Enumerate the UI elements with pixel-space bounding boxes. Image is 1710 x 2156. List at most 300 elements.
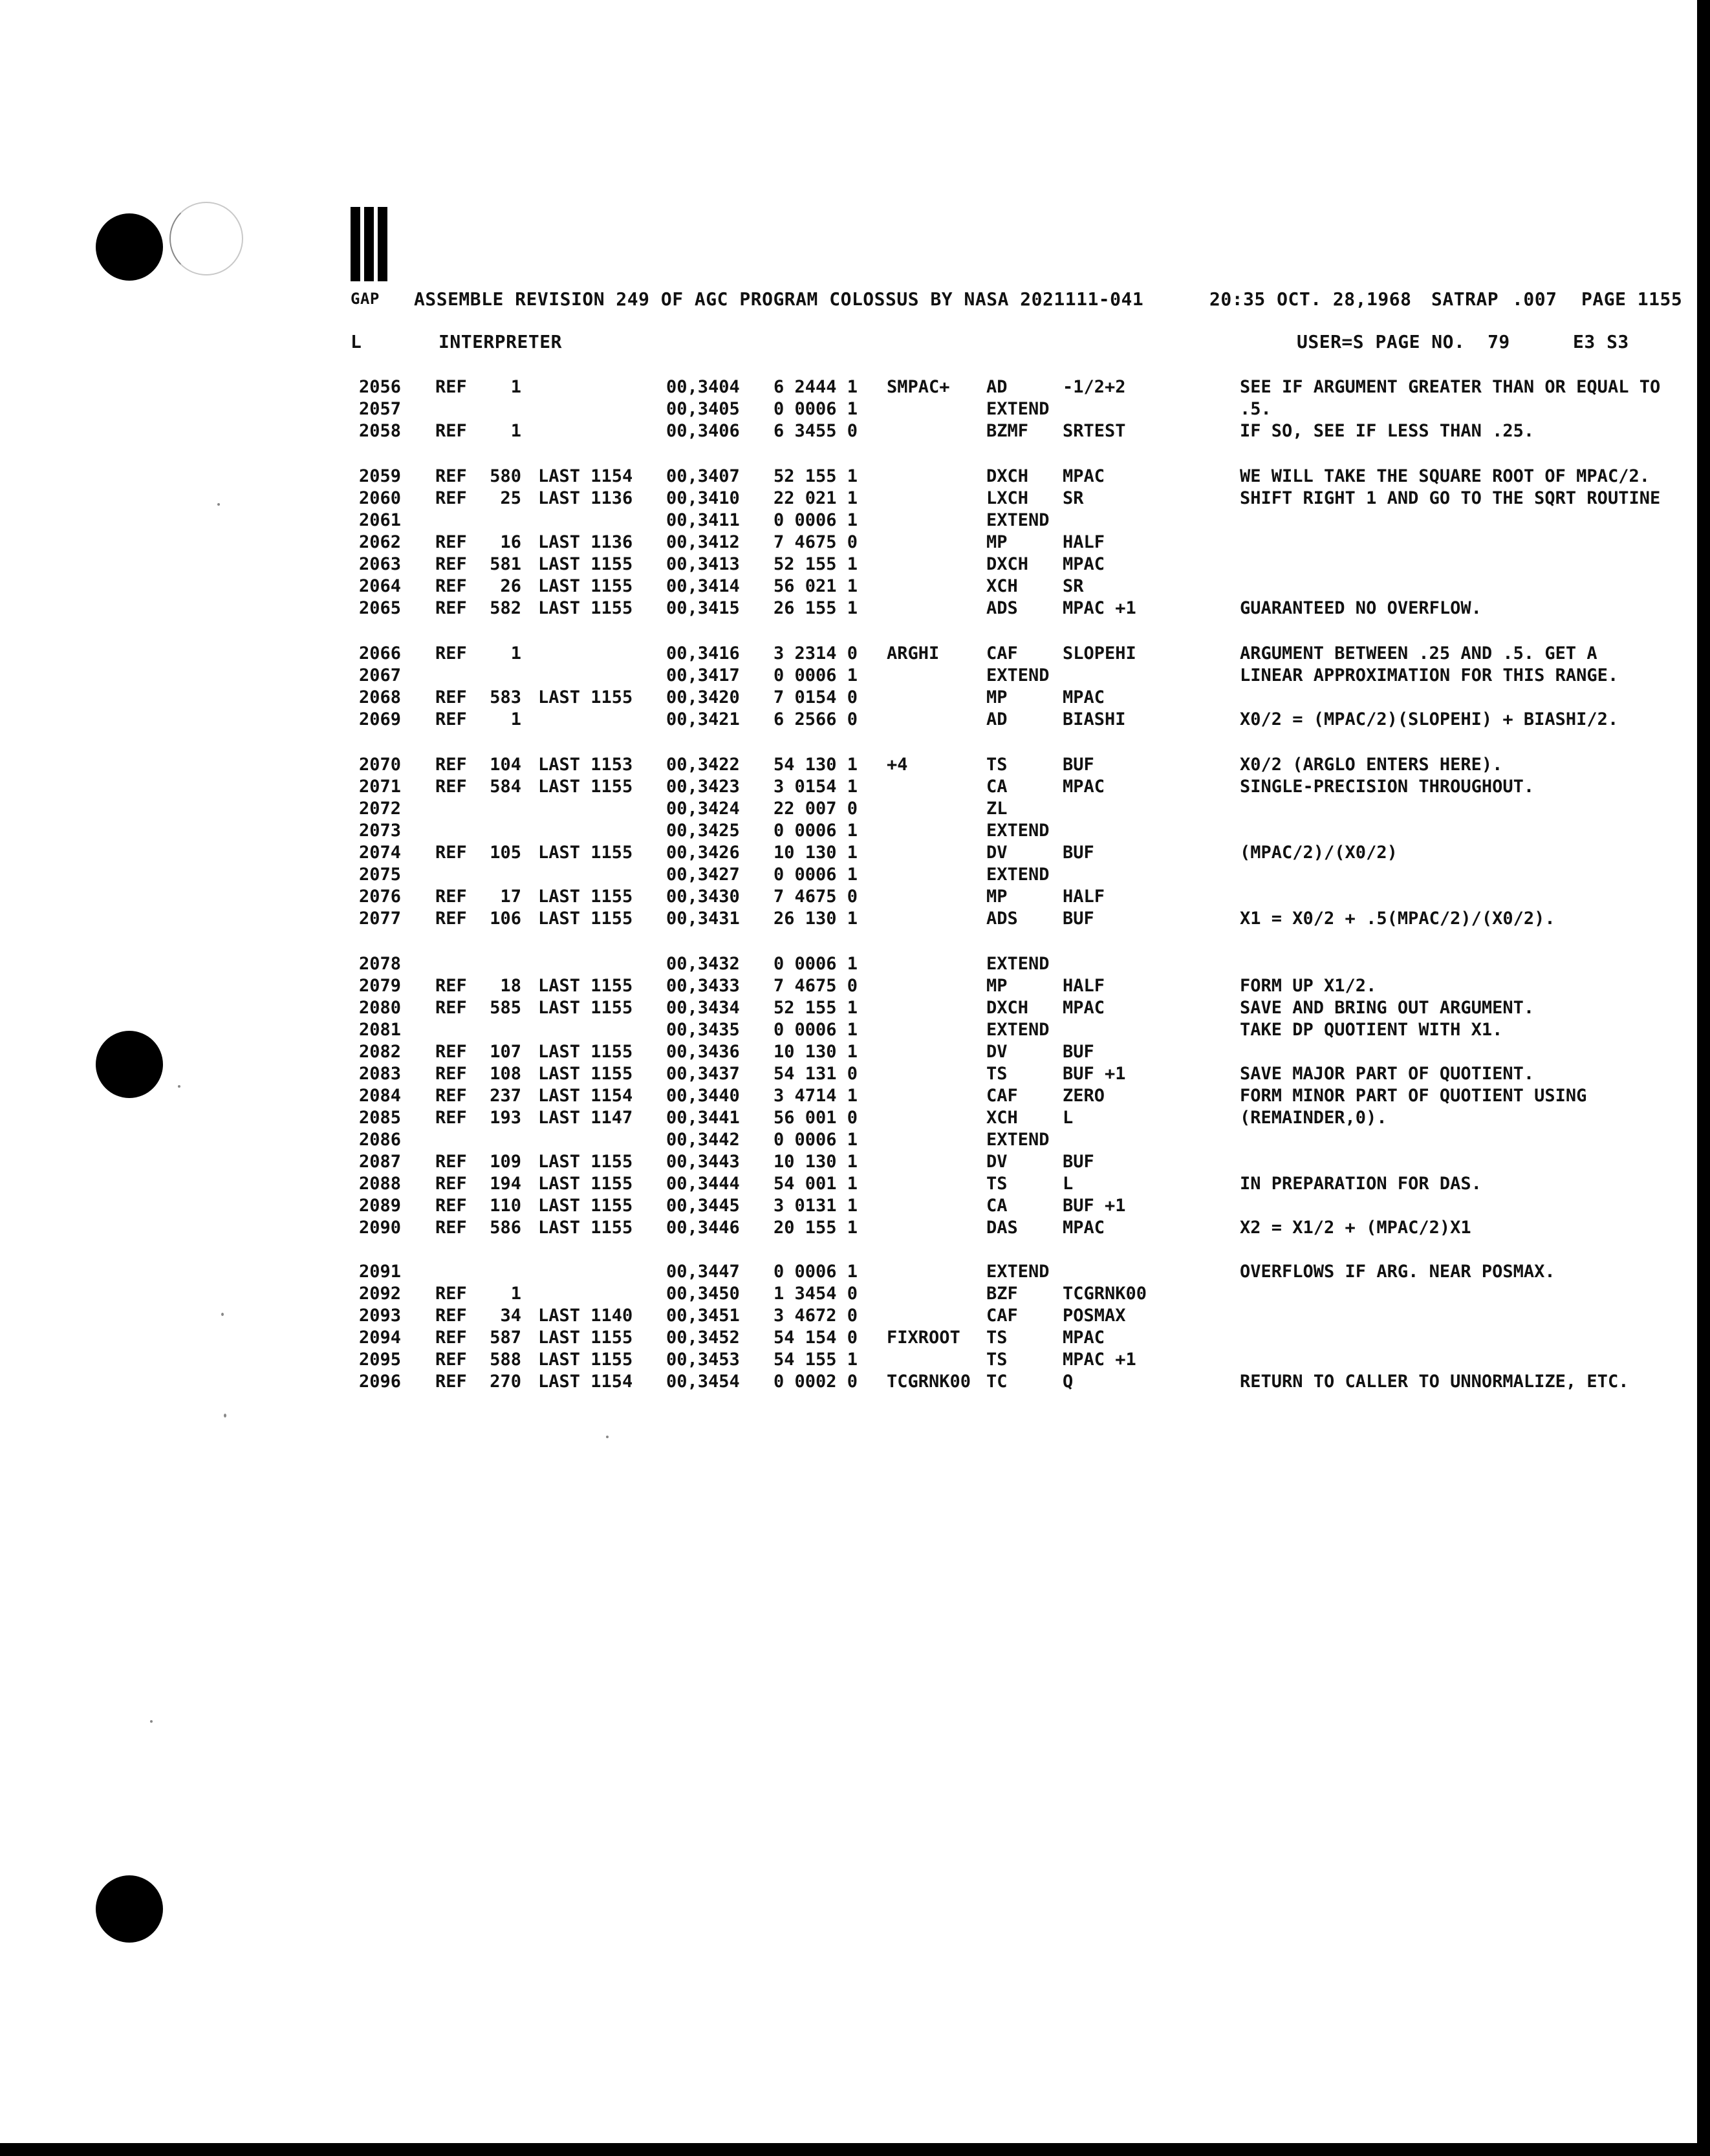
ref-tag: REF — [435, 709, 467, 729]
address: 00,3446 — [666, 1218, 740, 1238]
opcode: CA — [986, 1196, 1008, 1216]
ref-tag: REF — [435, 1350, 467, 1370]
line-number: 2067 — [359, 665, 402, 685]
ref-tag: REF — [435, 1108, 467, 1128]
ref-count: 581 — [490, 554, 521, 574]
address: 00,3427 — [666, 865, 740, 885]
scan-speck — [221, 1313, 224, 1316]
line-number: 2066 — [359, 643, 402, 663]
address: 00,3412 — [666, 532, 740, 552]
table-row — [0, 665, 1710, 687]
opcode: XCH — [986, 576, 1018, 596]
operand: Q — [1063, 1372, 1074, 1392]
ref-tag: REF — [435, 755, 467, 775]
last-ref: LAST 1155 — [538, 687, 633, 707]
table-row — [0, 776, 1710, 798]
last-ref: LAST 1155 — [538, 1174, 633, 1194]
address: 00,3430 — [666, 887, 740, 907]
table-row — [0, 1107, 1710, 1129]
ref-tag: REF — [435, 1284, 467, 1304]
last-ref: LAST 1155 — [538, 598, 633, 618]
ref-count: 1 — [510, 421, 521, 441]
table-row — [0, 576, 1710, 598]
machine-code: 54 001 1 — [774, 1174, 858, 1194]
table-row — [0, 554, 1710, 576]
machine-code: 10 130 1 — [774, 1042, 858, 1062]
machine-code: 3 0154 1 — [774, 777, 858, 797]
address: 00,3426 — [666, 843, 740, 863]
listing-title: ASSEMBLE REVISION 249 OF AGC PROGRAM COLOSSUS BY NASA 2021111-041 — [414, 288, 1144, 310]
opcode: DV — [986, 843, 1008, 863]
address: 00,3447 — [666, 1262, 740, 1282]
comment: SINGLE-PRECISION THROUGHOUT. — [1240, 777, 1535, 797]
address: 00,3434 — [666, 998, 740, 1018]
address: 00,3436 — [666, 1042, 740, 1062]
opcode: DXCH — [986, 554, 1029, 574]
address: 00,3452 — [666, 1328, 740, 1348]
table-row — [0, 1283, 1710, 1305]
scan-speck — [178, 1085, 180, 1088]
machine-code: 26 130 1 — [774, 909, 858, 929]
opcode: MP — [986, 687, 1008, 707]
table-row — [0, 1195, 1710, 1217]
ref-count: 193 — [490, 1108, 521, 1128]
ref-tag: REF — [435, 777, 467, 797]
opcode: TS — [986, 1064, 1008, 1084]
last-ref: LAST 1155 — [538, 1350, 633, 1370]
ref-count: 237 — [490, 1086, 521, 1106]
table-row — [0, 798, 1710, 820]
line-number: 2091 — [359, 1262, 402, 1282]
machine-code: 6 3455 0 — [774, 421, 858, 441]
machine-code: 0 0006 1 — [774, 1020, 858, 1040]
table-row — [0, 488, 1710, 510]
opcode: TC — [986, 1372, 1008, 1392]
table-row — [0, 510, 1710, 532]
ref-count: 26 — [500, 576, 521, 596]
opcode: BZMF — [986, 421, 1029, 441]
opcode: TS — [986, 1328, 1008, 1348]
ref-tag: REF — [435, 1306, 467, 1326]
page-number: PAGE 1155 — [1581, 288, 1683, 310]
ref-tag: REF — [435, 843, 467, 863]
address: 00,3417 — [666, 665, 740, 685]
ref-tag: REF — [435, 532, 467, 552]
code-marker: E3 S3 — [1573, 331, 1629, 352]
machine-code: 0 0002 0 — [774, 1372, 858, 1392]
operand: BUF — [1063, 909, 1094, 929]
opcode: EXTEND — [986, 1262, 1050, 1282]
ref-count: 586 — [490, 1218, 521, 1238]
ref-tag: REF — [435, 976, 467, 996]
line-number: 2087 — [359, 1152, 402, 1172]
machine-code: 0 0006 1 — [774, 665, 858, 685]
address: 00,3423 — [666, 777, 740, 797]
address: 00,3432 — [666, 954, 740, 974]
opcode: DAS — [986, 1218, 1018, 1238]
address: 00,3410 — [666, 488, 740, 508]
operand: MPAC — [1063, 1328, 1105, 1348]
machine-code: 0 0006 1 — [774, 1262, 858, 1282]
comment: OVERFLOWS IF ARG. NEAR POSMAX. — [1240, 1262, 1555, 1282]
line-number: 2074 — [359, 843, 402, 863]
table-row — [0, 1305, 1710, 1327]
operand: SRTEST — [1063, 421, 1126, 441]
line-number: 2085 — [359, 1108, 402, 1128]
comment: X0/2 (ARGLO ENTERS HERE). — [1240, 755, 1503, 775]
comment: WE WILL TAKE THE SQUARE ROOT OF MPAC/2. — [1240, 466, 1650, 486]
ref-count: 105 — [490, 843, 521, 863]
machine-code: 3 4714 1 — [774, 1086, 858, 1106]
ref-tag: REF — [435, 1064, 467, 1084]
operand: -1/2+2 — [1063, 377, 1126, 397]
address: 00,3433 — [666, 976, 740, 996]
ref-tag: REF — [435, 687, 467, 707]
left-marker: L — [351, 331, 362, 352]
line-number: 2071 — [359, 777, 402, 797]
opcode: MP — [986, 976, 1008, 996]
table-row — [0, 376, 1710, 398]
operand: BUF +1 — [1063, 1196, 1126, 1216]
machine-code: 3 0131 1 — [774, 1196, 858, 1216]
ref-tag: REF — [435, 1218, 467, 1238]
ref-tag: REF — [435, 377, 467, 397]
line-number: 2056 — [359, 377, 402, 397]
ref-tag: REF — [435, 488, 467, 508]
last-ref: LAST 1154 — [538, 1086, 633, 1106]
line-number: 2078 — [359, 954, 402, 974]
ref-tag: REF — [435, 887, 467, 907]
table-row — [0, 1371, 1710, 1393]
machine-code: 54 154 0 — [774, 1328, 858, 1348]
ref-count: 107 — [490, 1042, 521, 1062]
symbol-label: SMPAC+ — [887, 377, 950, 397]
address: 00,3435 — [666, 1020, 740, 1040]
machine-code: 6 2444 1 — [774, 377, 858, 397]
operand: ZERO — [1063, 1086, 1105, 1106]
machine-code: 7 4675 0 — [774, 887, 858, 907]
operand: BIASHI — [1063, 709, 1126, 729]
scan-speck — [224, 1414, 226, 1418]
last-ref: LAST 1155 — [538, 777, 633, 797]
address: 00,3422 — [666, 755, 740, 775]
gap-label: GAP — [351, 290, 380, 308]
machine-code: 6 2566 0 — [774, 709, 858, 729]
last-ref: LAST 1155 — [538, 1064, 633, 1084]
comment: X0/2 = (MPAC/2)(SLOPEHI) + BIASHI/2. — [1240, 709, 1619, 729]
machine-code: 54 131 0 — [774, 1064, 858, 1084]
ref-tag: REF — [435, 998, 467, 1018]
operand: BUF — [1063, 755, 1094, 775]
address: 00,3451 — [666, 1306, 740, 1326]
comment: X1 = X0/2 + .5(MPAC/2)/(X0/2). — [1240, 909, 1555, 929]
address: 00,3441 — [666, 1108, 740, 1128]
last-ref: LAST 1155 — [538, 554, 633, 574]
opcode: EXTEND — [986, 399, 1050, 419]
ref-count: 16 — [500, 532, 521, 552]
opcode: EXTEND — [986, 821, 1050, 841]
operand: HALF — [1063, 532, 1105, 552]
operand: MPAC — [1063, 466, 1105, 486]
machine-code: 52 155 1 — [774, 466, 858, 486]
address: 00,3407 — [666, 466, 740, 486]
address: 00,3431 — [666, 909, 740, 929]
opcode: CAF — [986, 1306, 1018, 1326]
operand: POSMAX — [1063, 1306, 1126, 1326]
line-number: 2094 — [359, 1328, 402, 1348]
comment: LINEAR APPROXIMATION FOR THIS RANGE. — [1240, 665, 1619, 685]
line-number: 2084 — [359, 1086, 402, 1106]
ref-tag: REF — [435, 1372, 467, 1392]
table-row — [0, 953, 1710, 975]
address: 00,3406 — [666, 421, 740, 441]
ref-count: 585 — [490, 998, 521, 1018]
last-ref: LAST 1155 — [538, 909, 633, 929]
machine-code: 52 155 1 — [774, 998, 858, 1018]
line-number: 2062 — [359, 532, 402, 552]
line-number: 2096 — [359, 1372, 402, 1392]
line-number: 2072 — [359, 799, 402, 819]
address: 00,3442 — [666, 1130, 740, 1150]
line-number: 2092 — [359, 1284, 402, 1304]
operand: SR — [1063, 488, 1084, 508]
table-row — [0, 687, 1710, 709]
ref-tag: REF — [435, 598, 467, 618]
ref-tag: REF — [435, 466, 467, 486]
comment: .5. — [1240, 399, 1272, 419]
address: 00,3415 — [666, 598, 740, 618]
ref-count: 588 — [490, 1350, 521, 1370]
address: 00,3445 — [666, 1196, 740, 1216]
opcode: ADS — [986, 598, 1018, 618]
last-ref: LAST 1155 — [538, 843, 633, 863]
opcode: TS — [986, 1350, 1008, 1370]
last-ref: LAST 1155 — [538, 1328, 633, 1348]
table-row — [0, 1349, 1710, 1371]
table-row — [0, 643, 1710, 665]
opcode: EXTEND — [986, 1130, 1050, 1150]
address: 00,3405 — [666, 399, 740, 419]
opcode: EXTEND — [986, 954, 1050, 974]
table-row — [0, 908, 1710, 930]
comment: GUARANTEED NO OVERFLOW. — [1240, 598, 1482, 618]
opcode: DXCH — [986, 466, 1029, 486]
table-row — [0, 1041, 1710, 1063]
ref-tag: REF — [435, 643, 467, 663]
line-number: 2089 — [359, 1196, 402, 1216]
ref-count: 108 — [490, 1064, 521, 1084]
comment: ARGUMENT BETWEEN .25 AND .5. GET A — [1240, 643, 1597, 663]
ref-count: 109 — [490, 1152, 521, 1172]
comment: RETURN TO CALLER TO UNNORMALIZE, ETC. — [1240, 1372, 1629, 1392]
address: 00,3413 — [666, 554, 740, 574]
machine-code: 0 0006 1 — [774, 954, 858, 974]
line-number: 2069 — [359, 709, 402, 729]
comment: SAVE MAJOR PART OF QUOTIENT. — [1240, 1064, 1535, 1084]
ref-count: 1 — [510, 377, 521, 397]
comment: X2 = X1/2 + (MPAC/2)X1 — [1240, 1218, 1471, 1238]
opcode: EXTEND — [986, 1020, 1050, 1040]
punch-hole-bottom — [96, 1875, 163, 1943]
table-row — [0, 1063, 1710, 1085]
table-row — [0, 1019, 1710, 1041]
table-row — [0, 398, 1710, 420]
print-date: 20:35 OCT. 28,1968 — [1209, 288, 1412, 310]
opcode: BZF — [986, 1284, 1018, 1304]
ref-count: 1 — [510, 709, 521, 729]
ref-tag: REF — [435, 421, 467, 441]
last-ref: LAST 1155 — [538, 887, 633, 907]
page-edge-bottom — [0, 2143, 1710, 2156]
last-ref: LAST 1155 — [538, 976, 633, 996]
machine-code: 22 021 1 — [774, 488, 858, 508]
version: .007 — [1512, 288, 1557, 310]
address: 00,3444 — [666, 1174, 740, 1194]
comment: TAKE DP QUOTIENT WITH X1. — [1240, 1020, 1503, 1040]
line-number: 2065 — [359, 598, 402, 618]
ref-count: 1 — [510, 1284, 521, 1304]
ref-count: 1 — [510, 643, 521, 663]
operand: L — [1063, 1174, 1074, 1194]
operand: SLOPEHI — [1063, 643, 1136, 663]
machine-code: 54 130 1 — [774, 755, 858, 775]
line-number: 2079 — [359, 976, 402, 996]
address: 00,3443 — [666, 1152, 740, 1172]
table-row — [0, 1151, 1710, 1173]
last-ref: LAST 1155 — [538, 1218, 633, 1238]
line-number: 2093 — [359, 1306, 402, 1326]
line-number: 2060 — [359, 488, 402, 508]
operand: MPAC — [1063, 1218, 1105, 1238]
table-row — [0, 1261, 1710, 1283]
line-number: 2059 — [359, 466, 402, 486]
table-row — [0, 842, 1710, 864]
operand: MPAC — [1063, 998, 1105, 1018]
punch-hole-top — [96, 213, 163, 281]
last-ref: LAST 1155 — [538, 1152, 633, 1172]
comment: (REMAINDER,0). — [1240, 1108, 1387, 1128]
scan-speck — [606, 1436, 609, 1438]
comment: FORM MINOR PART OF QUOTIENT USING — [1240, 1086, 1587, 1106]
machine-code: 10 130 1 — [774, 843, 858, 863]
ref-count: 582 — [490, 598, 521, 618]
line-number: 2057 — [359, 399, 402, 419]
machine-code: 26 155 1 — [774, 598, 858, 618]
opcode: TS — [986, 1174, 1008, 1194]
system-name: SATRAP — [1431, 288, 1499, 310]
address: 00,3421 — [666, 709, 740, 729]
opcode: AD — [986, 377, 1008, 397]
comment: (MPAC/2)/(X0/2) — [1240, 843, 1398, 863]
machine-code: 7 4675 0 — [774, 976, 858, 996]
machine-code: 1 3454 0 — [774, 1284, 858, 1304]
table-row — [0, 997, 1710, 1019]
machine-code: 3 2314 0 — [774, 643, 858, 663]
line-number: 2076 — [359, 887, 402, 907]
ref-tag: REF — [435, 1086, 467, 1106]
table-row — [0, 1217, 1710, 1239]
table-row — [0, 1173, 1710, 1195]
machine-code: 0 0006 1 — [774, 865, 858, 885]
machine-code: 54 155 1 — [774, 1350, 858, 1370]
table-row — [0, 820, 1710, 842]
ref-count: 194 — [490, 1174, 521, 1194]
last-ref: LAST 1155 — [538, 576, 633, 596]
operand: MPAC — [1063, 777, 1105, 797]
opcode: AD — [986, 709, 1008, 729]
address: 00,3425 — [666, 821, 740, 841]
ref-tag: REF — [435, 1174, 467, 1194]
ref-count: 17 — [500, 887, 521, 907]
comment: SAVE AND BRING OUT ARGUMENT. — [1240, 998, 1535, 1018]
user-page-number: USER=S PAGE NO. 79 — [1297, 331, 1510, 352]
operand: SR — [1063, 576, 1084, 596]
machine-code: 56 021 1 — [774, 576, 858, 596]
ref-count: 580 — [490, 466, 521, 486]
opcode: ADS — [986, 909, 1018, 929]
opcode: EXTEND — [986, 665, 1050, 685]
address: 00,3440 — [666, 1086, 740, 1106]
opcode: XCH — [986, 1108, 1018, 1128]
punch-hole-ghost — [169, 202, 243, 275]
comment: IN PREPARATION FOR DAS. — [1240, 1174, 1482, 1194]
opcode: DV — [986, 1042, 1008, 1062]
address: 00,3424 — [666, 799, 740, 819]
line-number: 2081 — [359, 1020, 402, 1040]
address: 00,3404 — [666, 377, 740, 397]
last-ref: LAST 1136 — [538, 532, 633, 552]
last-ref: LAST 1153 — [538, 755, 633, 775]
table-row — [0, 420, 1710, 442]
last-ref: LAST 1155 — [538, 998, 633, 1018]
machine-code: 56 001 0 — [774, 1108, 858, 1128]
machine-code: 7 4675 0 — [774, 532, 858, 552]
operand: HALF — [1063, 976, 1105, 996]
machine-code: 7 0154 0 — [774, 687, 858, 707]
table-row — [0, 598, 1710, 620]
address: 00,3414 — [666, 576, 740, 596]
opcode: MP — [986, 532, 1008, 552]
address: 00,3450 — [666, 1284, 740, 1304]
table-row — [0, 886, 1710, 908]
line-number: 2075 — [359, 865, 402, 885]
last-ref: LAST 1147 — [538, 1108, 633, 1128]
address: 00,3420 — [666, 687, 740, 707]
line-number: 2088 — [359, 1174, 402, 1194]
machine-code: 52 155 1 — [774, 554, 858, 574]
last-ref: LAST 1140 — [538, 1306, 633, 1326]
scan-speck — [217, 503, 220, 506]
machine-code: 22 007 0 — [774, 799, 858, 819]
symbol-label: TCGRNK00 — [887, 1372, 971, 1392]
ref-count: 584 — [490, 777, 521, 797]
ref-tag: REF — [435, 1328, 467, 1348]
line-number: 2070 — [359, 755, 402, 775]
machine-code: 0 0006 1 — [774, 821, 858, 841]
line-number: 2095 — [359, 1350, 402, 1370]
machine-code: 0 0006 1 — [774, 510, 858, 530]
opcode: MP — [986, 887, 1008, 907]
ref-count: 270 — [490, 1372, 521, 1392]
opcode: TS — [986, 755, 1008, 775]
table-row — [0, 709, 1710, 731]
operand: BUF — [1063, 843, 1094, 863]
comment: IF SO, SEE IF LESS THAN .25. — [1240, 421, 1535, 441]
opcode: DXCH — [986, 998, 1029, 1018]
opcode: CAF — [986, 1086, 1018, 1106]
operand: HALF — [1063, 887, 1105, 907]
opcode: EXTEND — [986, 510, 1050, 530]
